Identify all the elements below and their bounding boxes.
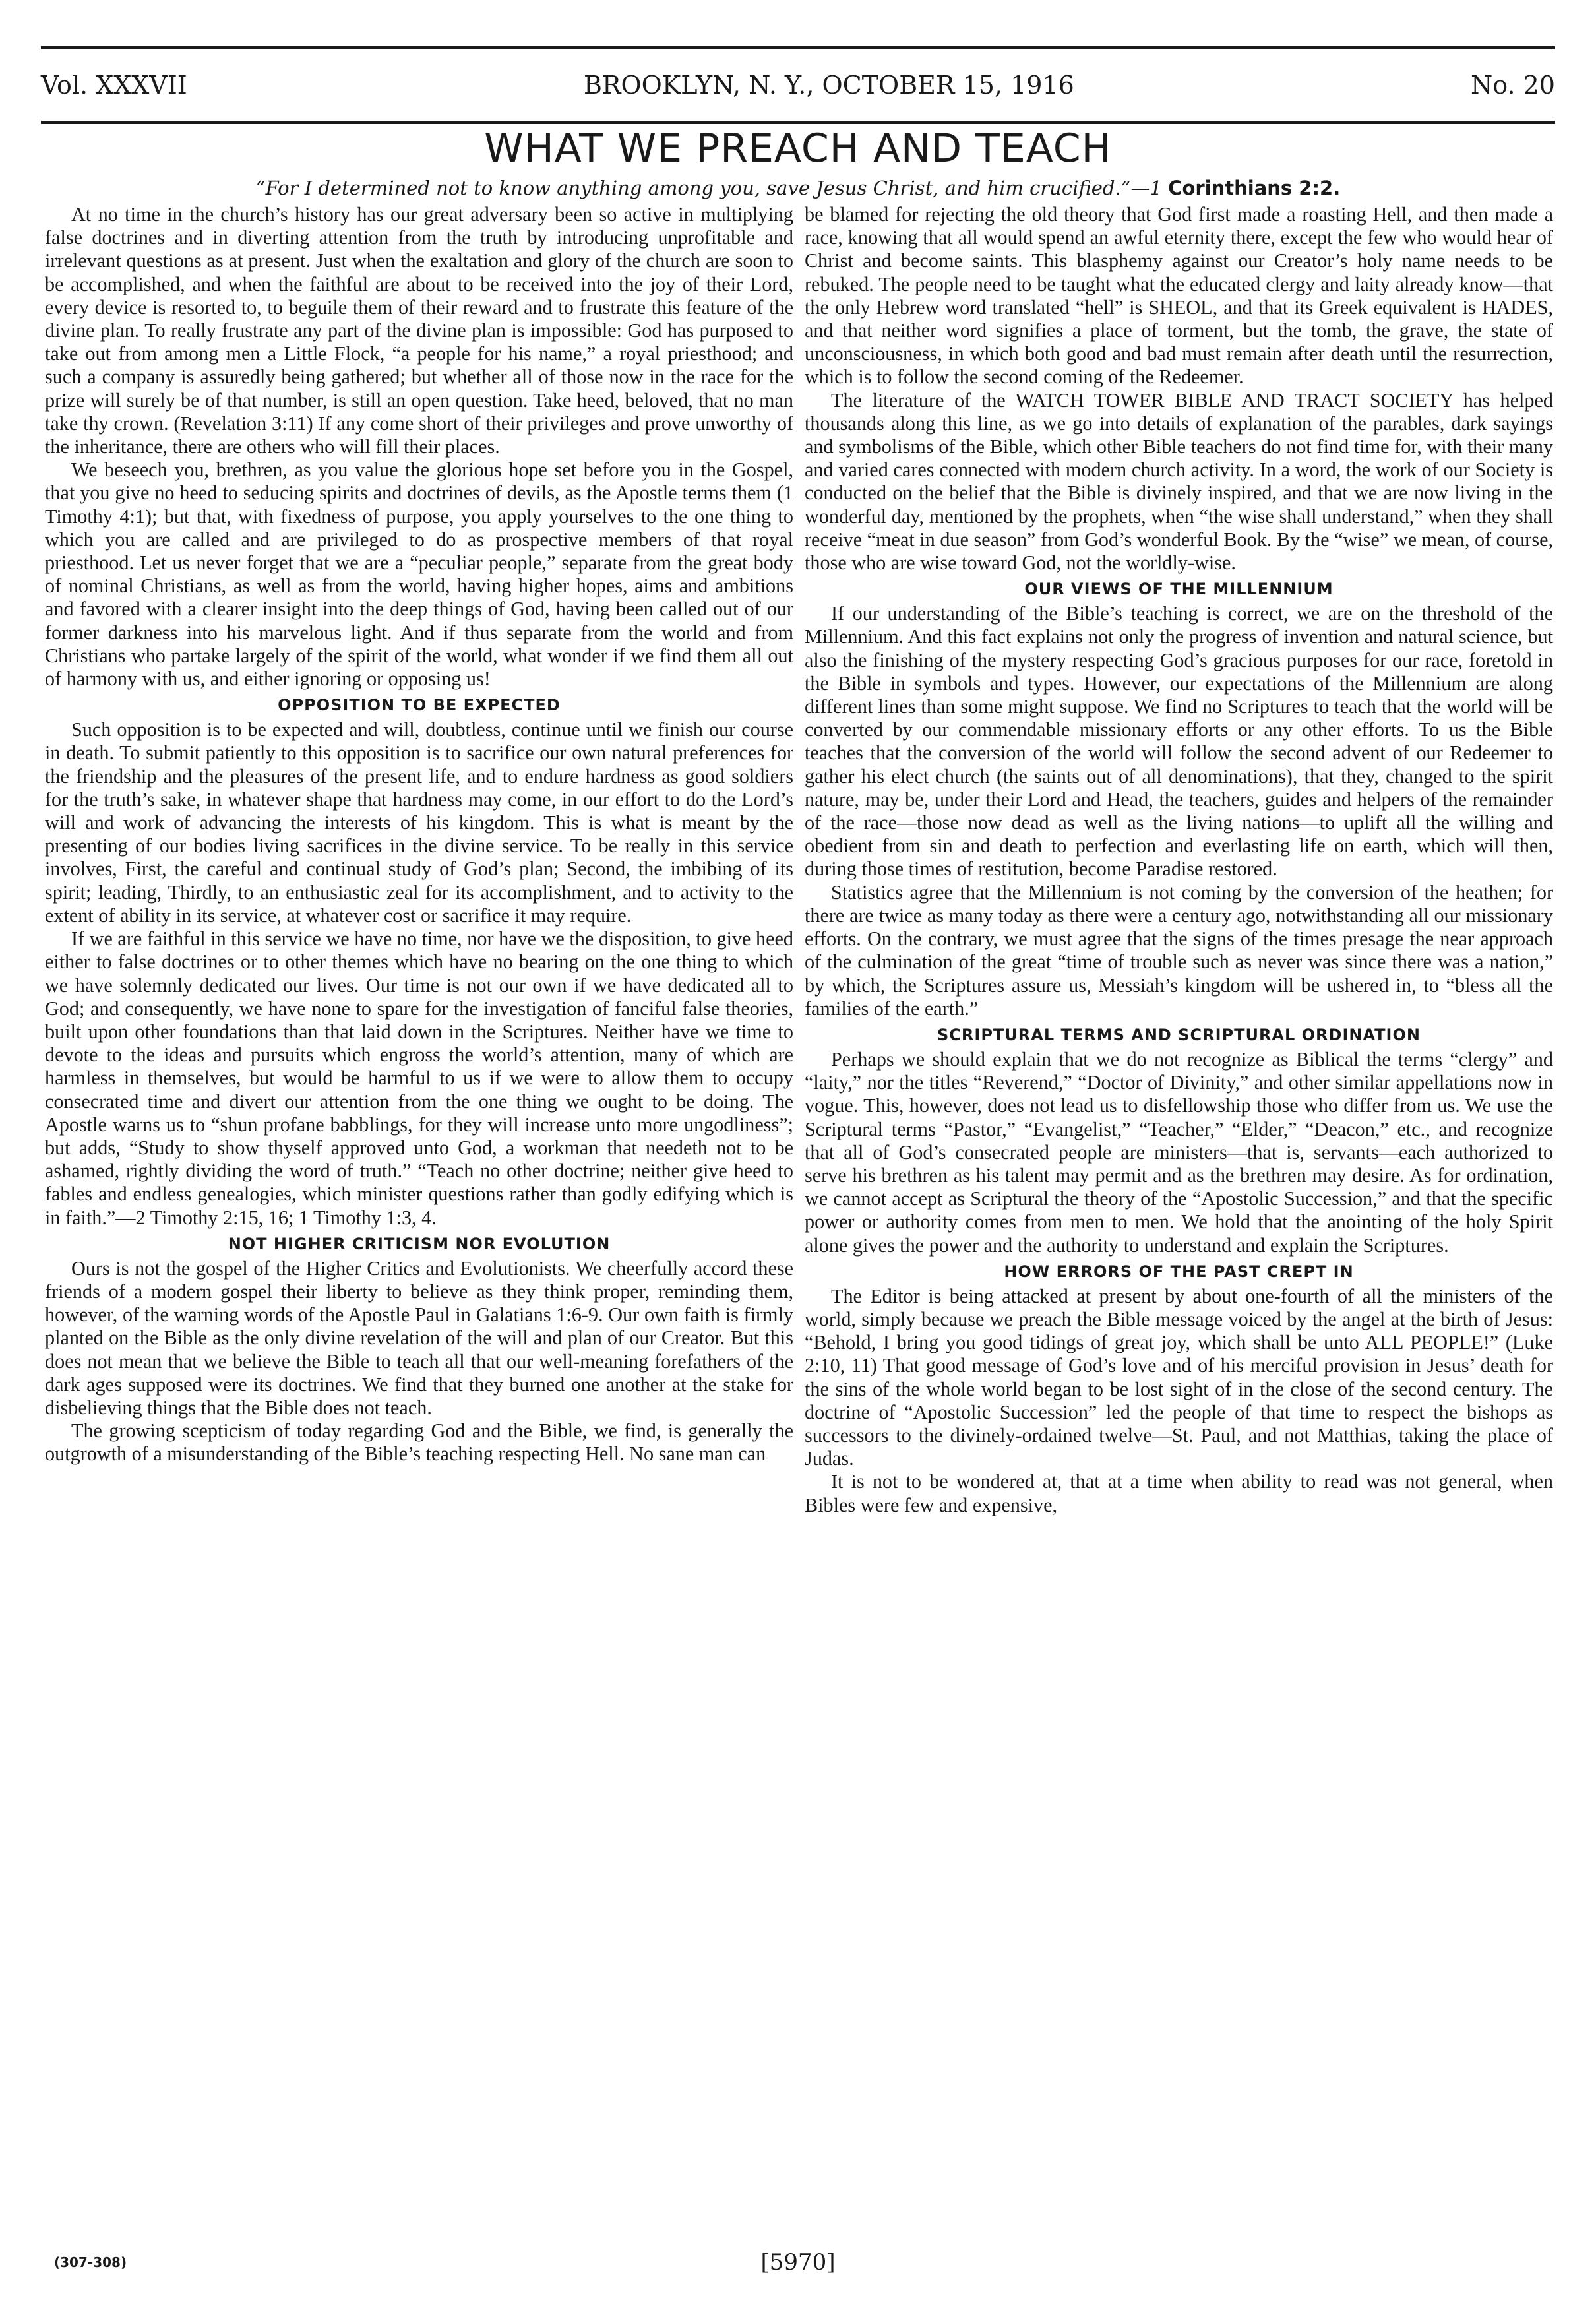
paragraph: At no time in the church’s history has our great adversary been so active in multiplying false doctrines and in diverting attention from the truth by introducing unprofitable and irrelevant questions as at present. Just when the exaltation and glory of the church are soon to be accomplished, and when the faithful are about to be received into the joy of their Lord, every device is resorted to, to beguile them of their reward and to frustrate this feature of the divine plan. To really frustrate any part of the divine plan is impossible: God has purposed to take out from among men a Little Flock, “a people for his name,” a royal priesthood; and such a company is assuredly being gathered; but whether all of those now in the race for the prize will surely be of that number, is still an open question. Take heed, beloved, that no man take thy crown. (Revelation 3:11) If any come short of their privileges and prove unworthy of the inheritance, there are others who will fill their places. — [45, 203, 793, 458]
section-heading: NOT HIGHER CRITICISM NOR EVOLUTION — [228, 1234, 611, 1253]
paragraph: be blamed for rejecting the old theory that God first made a roasting Hell, and then made a race, knowing that all would spend an awful eternity there, except the few who would hear of Christ and become saints. This blasphemy against our Creator’s holy name needs to be rebuked. The people need to be taught what the educated clergy and laity already know—that the only Hebrew word translated “hell” is SHEOL, and that its Greek equivalent is HADES, and that neither word signifies a place of torment, but the tomb, the grave, the state of unconsciousness, in which both good and bad must remain after death until the resurrection, which is to follow the second coming of the Redeemer. — [805, 203, 1553, 389]
dateline: BROOKLYN, N. Y., OCTOBER 15, 1916 — [583, 71, 1074, 100]
section-heading: HOW ERRORS OF THE PAST CREPT IN — [1004, 1262, 1354, 1281]
motto-text: “For I determined not to know anything among you, save Jesus Christ, and him crucified.”—1 — [255, 177, 1162, 199]
article-motto — [41, 177, 1555, 199]
paragraph: If our understanding of the Bible’s teaching is correct, we are on the threshold of the Millennium. And this fact explains not only the progress of invention and natural science, but also the finishing of the mystery respecting God’s gracious purposes for our race, foretold in the Bible in symbols and types. However, our expectations of the Millennium are along different lines than some might suppose. We find no Scriptures to teach that the world will be converted by our commendable missionary efforts or any other efforts. To us the Bible teaches that the conversion of the world will follow the second advent of our Redeemer to gather his elect church (the saints out of all denominations), that they, changed to the spirit nature, may be, under their Lord and Head, the teachers, guides and helpers of the remainder of the race—those now dead as well as the living nations—to uplift all the willing and obedient from sin and death to perfection and everlasting life on earth, which will then, during those times of restitution, become Paradise restored. — [805, 602, 1553, 881]
article-title: WHAT WE PREACH AND TEACH — [484, 125, 1112, 171]
issue-number: No. 20 — [1471, 71, 1555, 100]
paragraph: If we are faithful in this service we have no time, nor have we the disposition, to give heed either to false doctrines or to other themes which have no bearing on the one thing to which we have solemnly dedicated our lives. Our time is not our own if we have dedicated all to God; and consequently, we have none to spare for the investigation of fanciful false theories, built upon other foundations than that laid down in the Scriptures. Neither have we time to devote to the ideas and pursuits which engross the world’s attention, many of which are harmless in themselves, but would be harmful to us if we were to allow them to occupy consecrated time and divert our attention from the one thing we ought to be doing. The Apostle warns us to “shun profane babblings, for they will increase unto more ungodliness”; but adds, “Study to show thyself approved unto God, a workman that needeth not to be ashamed, rightly dividing the word of truth.” “Teach no other doctrine; neither give heed to fables and endless genealogies, which minister questions rather than godly edifying which is in faith.”—2 Timothy 2:15, 16; 1 Timothy 1:3, 4. — [45, 927, 793, 1229]
section-heading: OPPOSITION TO BE EXPECTED — [278, 696, 561, 715]
paragraph: The Editor is being attacked at present by about one-fourth of all the ministers of the world, simply because we preach the Bible message voiced by the angel at the birth of Jesus: “Behold, I bring you good tidings of great joy, which shall be unto ALL PEOPLE!” (Luke 2:10, 11) That good message of God’s love and of his merciful provision in Jesus’ death for the sins of the whole world began to be lost sight of in the close of the second century. The doctrine of “Apostolic Succession” led the people of that time to respect the bishops as successors to the divinely-ordained twelve—St. Paul, and not Matthias, taking the place of Judas. — [805, 1284, 1553, 1470]
motto-reference: Corinthians 2:2. — [1168, 177, 1341, 199]
page-footer — [41, 2249, 1555, 2276]
section-heading: SCRIPTURAL TERMS AND SCRIPTURAL ORDINATION — [937, 1025, 1421, 1044]
paragraph: The literature of the WATCH TOWER BIBLE AND TRACT SOCIETY has helped thousands along this line, as we go into details of explanation of the parables, dark sayings and symbolisms of the Bible, which other Bible teachers do not find time for, with their many and varied cares connected with modern church activity. In a word, the work of our Society is conducted on the belief that the Bible is divinely inspired, and that we are now living in the wonderful day, mentioned by the prophets, when “the wise shall understand,” when they shall receive “meat in due season” from God’s wonderful Book. By the “wise” we mean, of course, those who are wise toward God, not the worldly-wise. — [805, 389, 1553, 575]
page-reference: (307-308) — [54, 2254, 127, 2270]
paragraph: We beseech you, brethren, as you value the glorious hope set before you in the Gospel, that you give no heed to seducing spirits and doctrines of devils, as the Apostle terms them (1 Timothy 4:1); but that, with fixedness of purpose, you apply yourselves to the one thing to which you are called and are privileged to do as prospective members of that royal priesthood. Let us never forget that we are a “peculiar people,” separate from the great body of nominal Christians, as well as from the world, having higher hopes, aims and ambitions and favored with a clearer insight into the deep things of God, having been called out of our former darkness into his marvelous light. And if thus separate from the world and from Christians who partake largely of the spirit of the world, what wonder if we find them all out of harmony with us, and either ignoring or opposing us! — [45, 458, 793, 691]
left-column — [45, 203, 793, 2228]
paragraph: The growing scepticism of today regarding God and the Bible, we find, is generally the outgrowth of a misunderstanding of the Bible’s teaching respecting Hell. No sane man can — [45, 1419, 793, 1466]
paragraph: Statistics agree that the Millennium is not coming by the conversion of the heathen; for there are twice as many today as there were a century ago, notwithstanding all our missionary efforts. On the contrary, we must agree that the signs of the times presage the near approach of the culmination of the great “time of trouble such as never was since there was a nation,” by which, the Scriptures assure us, Messiah’s kingdom will be ushered in, to “bless all the families of the earth.” — [805, 881, 1553, 1020]
page-number: [5970] — [760, 2249, 836, 2276]
volume-label: Vol. XXXVII — [41, 71, 187, 100]
masthead — [41, 46, 1555, 124]
paragraph: Perhaps we should explain that we do not recognize as Biblical the terms “clergy” and “laity,” nor the titles “Reverend,” “Doctor of Divinity,” and other similar appellations now in vogue. This, however, does not lead us to disfellowship those who differ from us. We use the Scriptural terms “Pastor,” “Evangelist,” “Teacher,” “Elder,” “Deacon,” etc., and recognize that all of God’s consecrated people are ministers—that is, servants—each authorized to serve his brethren as his talent may permit and as the brethren may desire. As for ordination, we cannot accept as Scriptural the theory of the “Apostolic Succession,” and that the specific power or authority comes from men to men. We hold that the anointing of the holy Spirit alone gives the power and the authority to understand and explain the Scriptures. — [805, 1047, 1553, 1257]
paragraph: It is not to be wondered at, that at a time when ability to read was not general, when Bibles were few and expensive, — [805, 1470, 1553, 1516]
section-heading: OUR VIEWS OF THE MILLENNIUM — [1024, 580, 1334, 599]
paragraph: Such opposition is to be expected and will, doubtless, continue until we finish our course in death. To submit patiently to this opposition is to sacrifice our own natural preferences for the friendship and the pleasures of the present life, and to endure hardness as good soldiers for the truth’s sake, in whatever shape that hardness may come, in our effort to do the Lord’s will and work of advancing the interests of his kingdom. This is what is meant by the presenting of our bodies living sacrifices in the divine service. To be really in this service involves, First, the careful and continual study of God’s plan; Second, the imbibing of its spirit; leading, Thirdly, to an enthusiastic zeal for its accomplishment, and to activity to the extent of ability in its service, at whatever cost or sacrifice it may require. — [45, 718, 793, 927]
paragraph: Ours is not the gospel of the Higher Critics and Evolutionists. We cheerfully accord these friends of a modern gospel their liberty to believe as they think proper, reminding them, however, of the warning words of the Apostle Paul in Galatians 1:6-9. Our own faith is firmly planted on the Bible as the only divine revelation of the will and plan of our Creator. But this does not mean that we believe the Bible to teach all that our well-meaning forefathers of the dark ages supposed were its doctrines. We find that they burned one another at the stake for disbelieving things that the Bible does not teach. — [45, 1257, 793, 1419]
right-column — [805, 203, 1553, 2228]
